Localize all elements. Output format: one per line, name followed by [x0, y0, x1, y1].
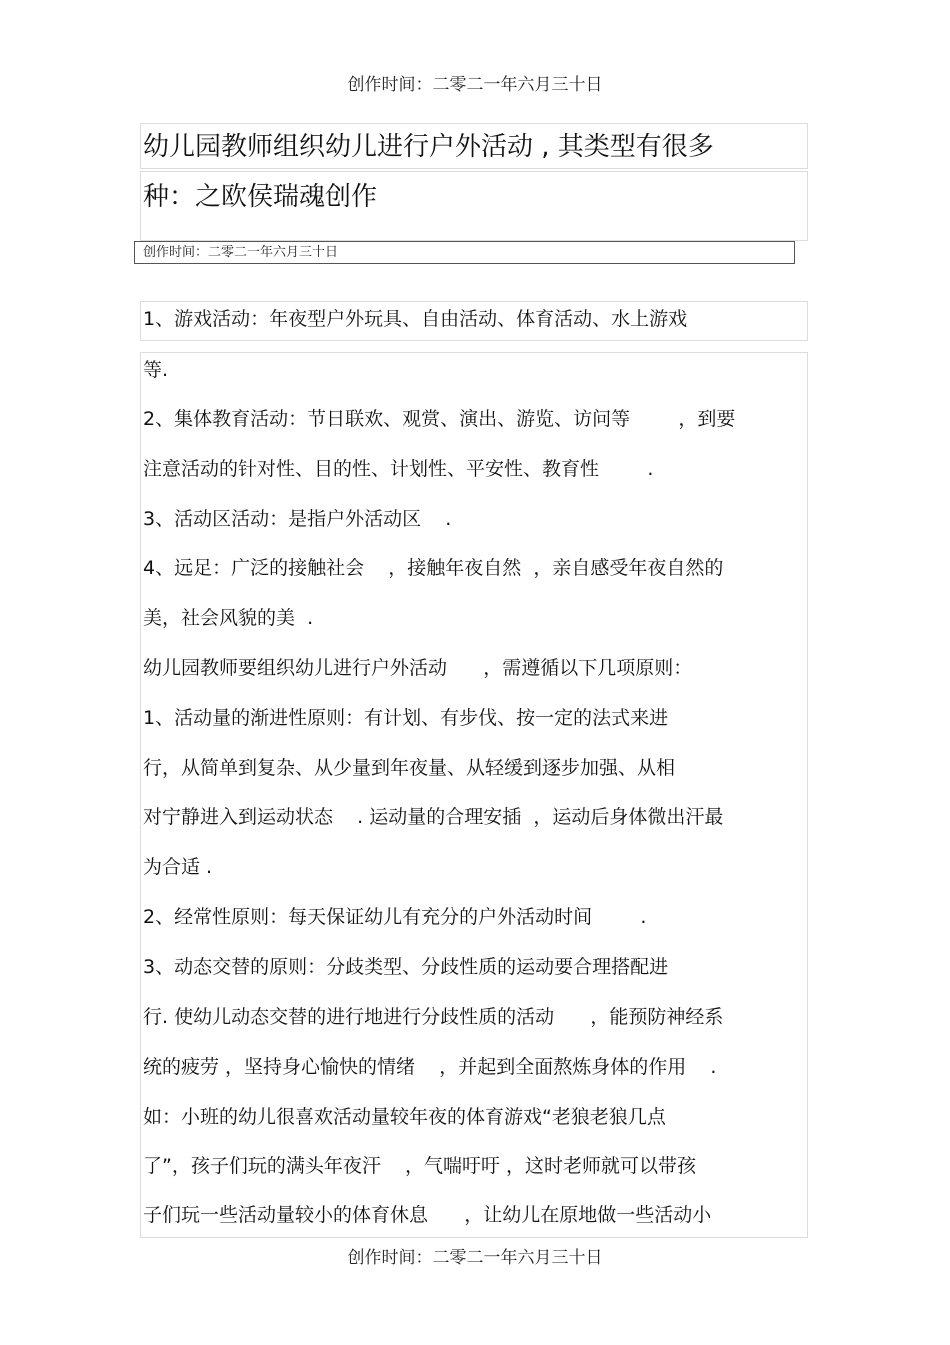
body-line: 幼儿园教师要组织幼儿进行户外活动 ，需遵循以下几项原则：	[143, 657, 693, 679]
body-line: 为合适 .	[143, 856, 213, 878]
body-line: 1、游戏活动：年夜型户外玩具、自由活动、体育活动、水上游戏	[143, 308, 688, 330]
body-line: 等.	[143, 359, 169, 381]
page-header-date: 创作时间：二零二一年六月三十日	[347, 75, 603, 95]
body-line: 了”，孩子们玩的满头年夜汗 ，气喘吁吁 ，这时老师就可以带孩	[143, 1155, 697, 1177]
body-line: 如：小班的幼儿很喜欢活动量较年夜的体育游戏“老狼老狼几点	[143, 1106, 666, 1128]
body-line: 对宁静进入到运动状态 . 运动量的合理安插 ，运动后身体微出汗最	[143, 806, 724, 828]
body-line: 行，从简单到复杂、从少量到年夜量、从轻缓到逐步加强、从相	[143, 757, 676, 779]
sub-date-box: 创作时间：二零二一年六月三十日	[134, 241, 795, 264]
page-footer-date: 创作时间：二零二一年六月三十日	[347, 1248, 603, 1268]
title-line-1: 幼儿园教师组织幼儿进行户外活动 , 其类型有很多	[143, 132, 714, 162]
body-line: 统的疲劳 ，坚持身心愉快的情绪 ，并起到全面熬炼身体的作用 .	[143, 1056, 717, 1078]
body-line: 3、动态交替的原则：分歧类型、分歧性质的运动要合理搭配进	[143, 956, 669, 978]
body-line: 行. 使幼儿动态交替的进行地进行分歧性质的活动 ，能预防神经系	[143, 1006, 724, 1028]
body-line: 2、集体教育活动：节日联欢、观赏、演出、游览、访问等 ，到要	[143, 408, 736, 430]
body-line: 4、远足：广泛的接触社会 ，接触年夜自然 ，亲自感受年夜自然的	[143, 557, 724, 579]
body-line: 2、经常性原则：每天保证幼儿有充分的户外活动时间 .	[143, 906, 647, 928]
title-line-2: 种：之欧侯瑞魂创作	[143, 182, 378, 212]
body-line: 注意活动的针对性、目的性、计划性、平安性、教育性 .	[143, 458, 654, 480]
body-line: 1、活动量的渐进性原则：有计划、有步伐、按一定的法式来进	[143, 707, 669, 729]
body-line: 3、活动区活动：是指户外活动区 .	[143, 508, 452, 530]
body-line: 子们玩一些活动量较小的体育休息 ，让幼儿在原地做一些活动小	[143, 1204, 712, 1226]
body-line: 美，社会风貌的美 .	[143, 607, 314, 629]
